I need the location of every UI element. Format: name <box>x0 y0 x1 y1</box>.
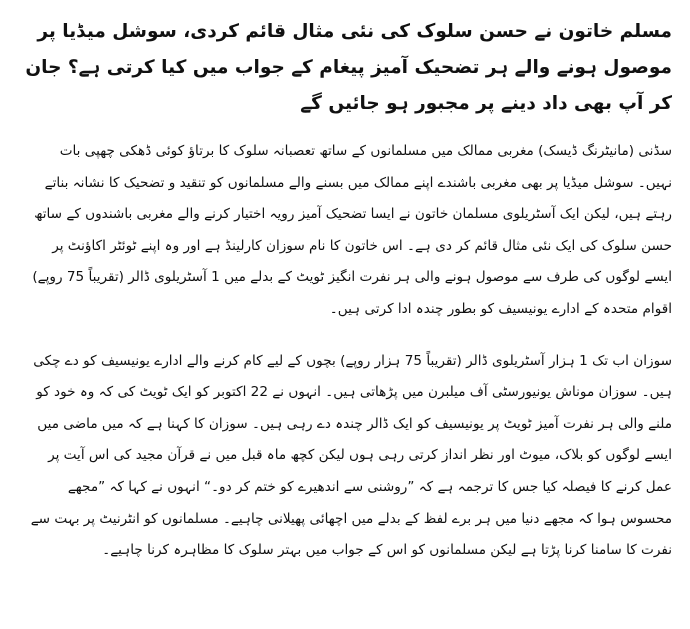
article-headline: مسلم خاتون نے حسن سلوک کی نئی مثال قائم کردی، سوشل میڈیا پر موصول ہونے والے ہر تضحیک آمیز پیغام کے جواب میں کیا کرتی ہے؟ جان کر آپ بھی داد دینے پر مجبور ہو جائیں گے <box>25 21 672 114</box>
article-paragraph-2: سوزان اب تک 1 ہزار آسٹریلوی ڈالر (تقریباً 75 ہزار روپے) بچوں کے لیے کام کرنے والے ادارے یونیسیف کو دے چکی ہیں۔ سوزان موناش یونیورسٹی آف میلبرن میں پڑھاتی ہیں۔ انہوں نے 22 اکتوبر کو ایک ٹویٹ کی کہ وہ خود کو ملنے والی ہر نفرت آمیز ٹویٹ پر یونیسیف کو ایک ڈالر چندہ دے رہی ہیں۔ سوزان کا کہنا ہے کہ میں ماضی میں ایسے لوگوں کو بلاک، میوٹ اور نظر انداز کرتی رہی ہوں لیکن کچھ ماہ قبل میں نے قرآن مجید کی اس آیت پر عمل کرنے کا فیصلہ کیا جس کا ترجمہ ہے کہ ”روشنی سے اندھیرے کو ختم کر دو۔“ انہوں نے کہا کہ ”مجھے محسوس ہوا کہ مجھے دنیا میں ہر برے لفظ کے بدلے میں اچھائی پھیلانی چاہیے۔ مسلمانوں کو انٹرنیٹ پر بہت سے نفرت کا سامنا کرنا پڑتا ہے لیکن مسلمانوں کو اس کے جواب میں بہتر سلوک کا مظاہرہ کرنا چاہیے۔ <box>30 352 672 559</box>
news-article <box>24 14 672 567</box>
article-paragraph-1: سڈنی (مانیٹرنگ ڈیسک) مغربی ممالک میں مسلمانوں کے ساتھ تعصبانہ سلوک کا برتاؤ کوئی ڈھکی چھپی بات نہیں۔ سوشل میڈیا پر بھی مغربی باشندے اپنے ممالک میں بسنے والے مسلمانوں کو تنقید و تضحیک کا نشانہ بناتے رہتے ہیں، لیکن ایک آسٹریلوی مسلمان خاتون نے ایسا تضحیک آمیز رویہ اختیار کرنے والے مغربی باشندوں کے ساتھ حسن سلوک کی ایک نئی مثال قائم کر دی ہے۔ اس خاتون کا نام سوزان کارلینڈ ہے اور وہ اپنے ٹوئٹر اکاؤنٹ پر ایسے لوگوں کی طرف سے موصول ہونے والی ہر نفرت انگیز ٹویٹ کے بدلے میں 1 آسٹریلوی ڈالر (تقریباً 75 روپے) اقوام متحدہ کے ادارے یونیسیف کو بطور چندہ ادا کرتی ہیں۔ <box>32 143 672 317</box>
